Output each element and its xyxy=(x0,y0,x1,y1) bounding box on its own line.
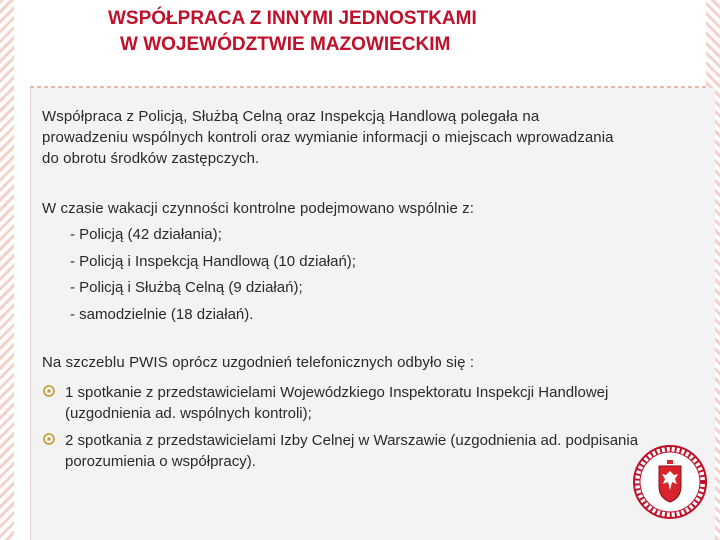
left-decorative-border xyxy=(0,0,14,540)
dash-item: - samodzielnie (18 działań). xyxy=(70,306,254,323)
title-line-1: WSPÓŁPRACA Z INNYMI JEDNOSTKAMI xyxy=(108,8,477,29)
intro-paragraph: Współpraca z Policją, Służbą Celną oraz Inspekcją Handlową polegała na prowadzeniu wspólnych kontroli oraz wymianie informacji o miejscach wprowadzania do obrotu środków zastępczych. xyxy=(42,108,614,167)
holidays-paragraph: W czasie wakacji czynności kontrolne podejmowano wspólnie z: xyxy=(42,200,475,217)
bullet-icon xyxy=(42,384,56,398)
bullet-text: 2 spotkania z przedstawicielami Izby Celnej w Warszawie (uzgodnienia ad. podpisania porozumienia o współpracy). xyxy=(65,432,639,470)
bullet-icon xyxy=(42,432,56,446)
pwis-paragraph: Na szczeblu PWIS oprócz uzgodnień telefonicznych odbyło się : xyxy=(42,354,475,371)
slide-title xyxy=(100,6,620,58)
bullet-text: 1 spotkanie z przedstawicielami Wojewódzkiego Inspektoratu Inspekcji Handlowej (uzgodnienia ad. wspólnych kontroli); xyxy=(65,384,609,422)
dash-item: - Policją (42 działania); xyxy=(70,226,222,243)
title-line-2: W WOJEWÓDZTWIE MAZOWIECKIM xyxy=(120,34,451,55)
dash-item: - Policją i Służbą Celną (9 działań); xyxy=(70,279,303,296)
dash-item: - Policją i Inspekcją Handlową (10 działań); xyxy=(70,253,356,270)
sanitary-inspection-emblem-icon xyxy=(632,444,708,520)
